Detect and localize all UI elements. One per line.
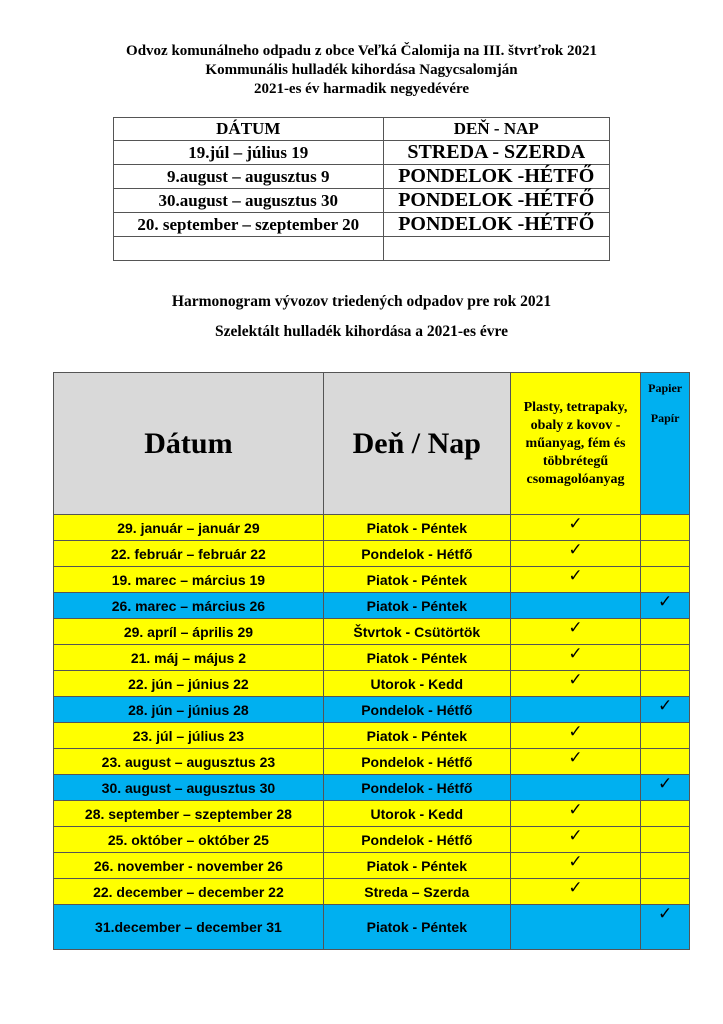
table1-row xyxy=(114,189,610,213)
table2-row xyxy=(54,853,690,879)
table2-date: 19. marec – március 19 xyxy=(54,567,324,593)
plastic-check-cell: ✓ xyxy=(510,671,640,697)
plastic-check-cell: ✓ xyxy=(510,723,640,749)
paper-check-cell xyxy=(641,749,690,775)
table1-header-date: DÁTUM xyxy=(114,118,384,141)
plastic-check-cell xyxy=(510,697,640,723)
table2-header-day: Deň / Nap xyxy=(323,373,510,515)
table2-row xyxy=(54,515,690,541)
table2-header-plastic: Plasty, tetrapaky, obaly z kovov - műanyag, fém és többrétegű csomagolóanyag xyxy=(510,373,640,515)
table2-header-row xyxy=(54,373,690,515)
plastic-check-cell: ✓ xyxy=(510,619,640,645)
table2-date: 25. október – október 25 xyxy=(54,827,324,853)
table2-date: 22. jún – június 22 xyxy=(54,671,324,697)
table2-date: 29. apríl – április 29 xyxy=(54,619,324,645)
table1-row xyxy=(114,213,610,237)
table1-day: PONDELOK -HÉTFŐ xyxy=(383,213,609,237)
table2-date: 26. november - november 26 xyxy=(54,853,324,879)
table2-date: 30. august – augusztus 30 xyxy=(54,775,324,801)
table1-date: 19.júl – július 19 xyxy=(114,141,384,165)
table1-date xyxy=(114,237,384,261)
title-line-2: Kommunális hulladék kihordása Nagycsalomján xyxy=(205,62,518,78)
table2-day: Piatok - Péntek xyxy=(323,593,510,619)
table2-row xyxy=(54,905,690,950)
table2-date: 23. júl – július 23 xyxy=(54,723,324,749)
paper-check-cell xyxy=(641,645,690,671)
table1-header-day: DEŇ - NAP xyxy=(383,118,609,141)
table2-row xyxy=(54,619,690,645)
table2-day: Piatok - Péntek xyxy=(323,905,510,950)
table2-date: 23. august – augusztus 23 xyxy=(54,749,324,775)
table2-day: Pondelok - Hétfő xyxy=(323,749,510,775)
paper-check-cell xyxy=(641,879,690,905)
table2-day: Pondelok - Hétfő xyxy=(323,775,510,801)
table2-row xyxy=(54,541,690,567)
communal-waste-table xyxy=(113,117,610,261)
plastic-check-cell: ✓ xyxy=(510,879,640,905)
table2-date: 26. marec – március 26 xyxy=(54,593,324,619)
table1-date: 20. september – szeptember 20 xyxy=(114,213,384,237)
table2-row xyxy=(54,827,690,853)
plastic-check-cell xyxy=(510,775,640,801)
table2-date: 21. máj – május 2 xyxy=(54,645,324,671)
table2-date: 31.december – december 31 xyxy=(54,905,324,950)
table2-row xyxy=(54,697,690,723)
table1-row xyxy=(114,165,610,189)
plastic-check-cell: ✓ xyxy=(510,645,640,671)
paper-check-cell xyxy=(641,801,690,827)
table2-row xyxy=(54,645,690,671)
plastic-check-cell: ✓ xyxy=(510,853,640,879)
table1-date: 9.august – augusztus 9 xyxy=(114,165,384,189)
table2-day: Streda – Szerda xyxy=(323,879,510,905)
table2-day: Piatok - Péntek xyxy=(323,723,510,749)
table2-row xyxy=(54,593,690,619)
section-title xyxy=(0,287,723,347)
table1-header-row xyxy=(114,118,610,141)
paper-label-hu: Papír xyxy=(650,411,680,425)
table1-date: 30.august – augusztus 30 xyxy=(114,189,384,213)
section-title-line-2: Szelektált hulladék kihordása a 2021-es évre xyxy=(215,323,508,340)
paper-check-cell: ✓ xyxy=(641,697,690,723)
table2-date: 28. jún – június 28 xyxy=(54,697,324,723)
table2-day: Piatok - Péntek xyxy=(323,853,510,879)
table2-date: 22. február – február 22 xyxy=(54,541,324,567)
plastic-check-cell: ✓ xyxy=(510,749,640,775)
paper-check-cell: ✓ xyxy=(641,905,690,950)
plastic-check-cell xyxy=(510,593,640,619)
paper-check-cell xyxy=(641,671,690,697)
plastic-check-cell: ✓ xyxy=(510,515,640,541)
table2-row xyxy=(54,567,690,593)
table2-header-date: Dátum xyxy=(54,373,324,515)
plastic-check-cell: ✓ xyxy=(510,801,640,827)
table2-day: Štvrtok - Csütörtök xyxy=(323,619,510,645)
table1-row xyxy=(114,237,610,261)
paper-check-cell xyxy=(641,619,690,645)
plastic-check-cell: ✓ xyxy=(510,567,640,593)
paper-check-cell: ✓ xyxy=(641,775,690,801)
paper-label-sk: Papier xyxy=(648,381,683,395)
paper-check-cell xyxy=(641,827,690,853)
paper-check-cell xyxy=(641,541,690,567)
title-line-3: 2021-es év harmadik negyedévére xyxy=(253,81,470,97)
paper-check-cell xyxy=(641,853,690,879)
paper-check-cell xyxy=(641,515,690,541)
table2-header-paper xyxy=(641,373,690,515)
table2-date: 28. september – szeptember 28 xyxy=(54,801,324,827)
plastic-check-cell xyxy=(510,905,640,950)
title-line-1: Odvoz komunálneho odpadu z obce Veľká Čalomija na III. štvrťrok 2021 xyxy=(126,43,597,59)
paper-check-cell xyxy=(641,567,690,593)
section-title-line-1: Harmonogram vývozov triedených odpadov pre rok 2021 xyxy=(171,293,552,310)
table2-day: Pondelok - Hétfő xyxy=(323,541,510,567)
table2-row xyxy=(54,749,690,775)
plastic-check-cell: ✓ xyxy=(510,827,640,853)
document-title xyxy=(0,42,723,99)
table2-day: Pondelok - Hétfő xyxy=(323,827,510,853)
table2-row xyxy=(54,801,690,827)
table2-day: Piatok - Péntek xyxy=(323,567,510,593)
table2-day: Piatok - Péntek xyxy=(323,515,510,541)
table2-date: 22. december – december 22 xyxy=(54,879,324,905)
table2-day: Utorok - Kedd xyxy=(323,671,510,697)
table1-day: PONDELOK -HÉTFŐ xyxy=(383,189,609,213)
sorted-waste-table xyxy=(53,372,690,950)
paper-check-cell: ✓ xyxy=(641,593,690,619)
table1-day xyxy=(383,237,609,261)
table2-row xyxy=(54,879,690,905)
table2-day: Pondelok - Hétfő xyxy=(323,697,510,723)
table2-date: 29. január – január 29 xyxy=(54,515,324,541)
table2-day: Utorok - Kedd xyxy=(323,801,510,827)
table1-day: PONDELOK -HÉTFŐ xyxy=(383,165,609,189)
table1-day: STREDA - SZERDA xyxy=(383,141,609,165)
table2-row xyxy=(54,671,690,697)
paper-check-cell xyxy=(641,723,690,749)
table2-row xyxy=(54,775,690,801)
table2-day: Piatok - Péntek xyxy=(323,645,510,671)
plastic-check-cell: ✓ xyxy=(510,541,640,567)
table2-row xyxy=(54,723,690,749)
table1-row xyxy=(114,141,610,165)
